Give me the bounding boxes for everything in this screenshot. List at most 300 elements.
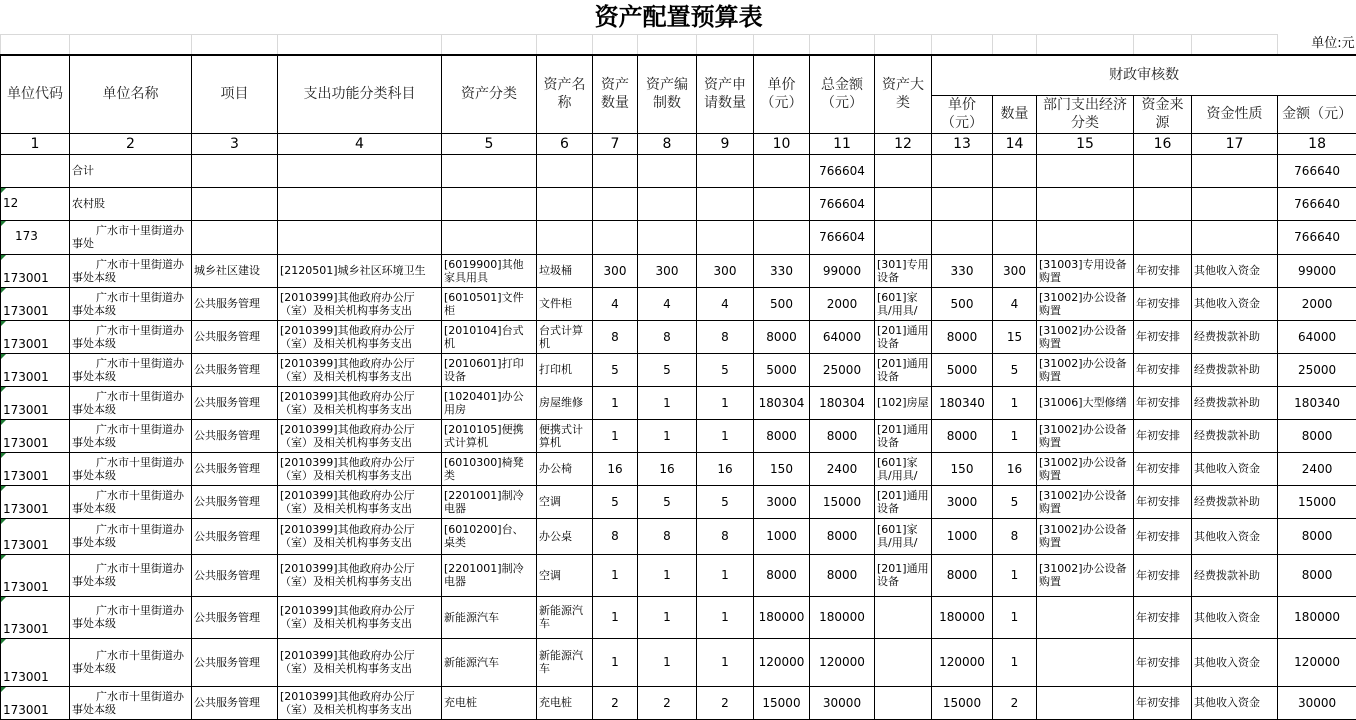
cell-func-class: [2010399]其他政府办公厅（室）及相关机构事务支出 bbox=[278, 485, 442, 518]
cell-fr-qty: 1 bbox=[993, 596, 1037, 638]
cell-total: 766604 bbox=[810, 154, 875, 187]
cell-asset-quota bbox=[638, 220, 697, 254]
cell-asset-apply: 4 bbox=[697, 287, 754, 320]
cell-fr-source: 年初安排 bbox=[1134, 320, 1192, 353]
header-project: 项目 bbox=[192, 55, 278, 133]
cell-unit-price: 180304 bbox=[754, 386, 810, 419]
cell-asset-name: 新能源汽车 bbox=[537, 638, 593, 686]
table-row bbox=[1, 220, 1356, 254]
cell-asset-qty: 1 bbox=[593, 554, 638, 596]
cell-fr-qty: 1 bbox=[993, 419, 1037, 452]
cell-asset-cat bbox=[875, 596, 932, 638]
cell-fr-nature bbox=[1192, 187, 1278, 220]
cell-unit-code-text: 173001 bbox=[3, 436, 49, 450]
cell-fr-qty: 2 bbox=[993, 686, 1037, 719]
cell-asset-quota: 2 bbox=[638, 686, 697, 719]
cell-asset-class: [6010300]椅凳类 bbox=[442, 452, 537, 485]
cell-asset-class: [2201001]制冷电器 bbox=[442, 554, 537, 596]
cell-asset-name: 房屋维修 bbox=[537, 386, 593, 419]
cell-unit-code-text: 173 bbox=[15, 229, 38, 243]
cell-comment-marker-icon bbox=[1, 354, 6, 359]
cell-fr-price: 180340 bbox=[932, 386, 993, 419]
cell-fr-econ: [31002]办公设备购置 bbox=[1037, 518, 1134, 554]
cell-total: 120000 bbox=[810, 638, 875, 686]
cell-func-class: [2010399]其他政府办公厅（室）及相关机构事务支出 bbox=[278, 419, 442, 452]
cell-asset-qty: 8 bbox=[593, 320, 638, 353]
cell-func-class: [2010399]其他政府办公厅（室）及相关机构事务支出 bbox=[278, 353, 442, 386]
cell-fr-nature: 经费拨款补助 bbox=[1192, 386, 1278, 419]
header-unit-code: 单位代码 bbox=[1, 55, 70, 133]
cell-asset-apply: 2 bbox=[697, 686, 754, 719]
cell-asset-qty bbox=[593, 154, 638, 187]
cell-fr-econ bbox=[1037, 596, 1134, 638]
cell-asset-name: 垃圾桶 bbox=[537, 254, 593, 287]
cell-unit-name: 合计 bbox=[70, 154, 192, 187]
cell-project: 公共服务管理 bbox=[192, 638, 278, 686]
cell-asset-apply: 8 bbox=[697, 320, 754, 353]
table-row bbox=[1, 518, 1356, 554]
unit-label: 单位:元 bbox=[1278, 35, 1356, 56]
cell-func-class: [2010399]其他政府办公厅（室）及相关机构事务支出 bbox=[278, 287, 442, 320]
cell-unit-price: 5000 bbox=[754, 353, 810, 386]
page-title: 资产配置预算表 bbox=[1, 0, 1356, 35]
cell-fr-econ: [31002]办公设备购置 bbox=[1037, 554, 1134, 596]
cell-func-class: [2010399]其他政府办公厅（室）及相关机构事务支出 bbox=[278, 686, 442, 719]
cell-asset-apply: 1 bbox=[697, 638, 754, 686]
cell-fr-source: 年初安排 bbox=[1134, 419, 1192, 452]
cell-asset-name: 空调 bbox=[537, 554, 593, 596]
cell-asset-qty bbox=[593, 187, 638, 220]
cell-fr-source: 年初安排 bbox=[1134, 353, 1192, 386]
cell-unit-price: 500 bbox=[754, 287, 810, 320]
cell-total: 2000 bbox=[810, 287, 875, 320]
cell-asset-cat bbox=[875, 154, 932, 187]
cell-unit-code bbox=[1, 320, 70, 353]
cell-unit-code bbox=[1, 452, 70, 485]
cell-fr-source bbox=[1134, 220, 1192, 254]
cell-total: 15000 bbox=[810, 485, 875, 518]
cell-unit-price: 8000 bbox=[754, 320, 810, 353]
cell-fr-price: 8000 bbox=[932, 419, 993, 452]
cell-fr-nature: 经费拨款补助 bbox=[1192, 419, 1278, 452]
table-row bbox=[1, 187, 1356, 220]
cell-fr-source: 年初安排 bbox=[1134, 485, 1192, 518]
cell-fr-amount: 8000 bbox=[1278, 554, 1356, 596]
cell-unit-code bbox=[1, 353, 70, 386]
cell-fr-nature: 其他收入资金 bbox=[1192, 518, 1278, 554]
cell-comment-marker-icon bbox=[1, 288, 6, 293]
cell-asset-name: 充电桩 bbox=[537, 686, 593, 719]
cell-unit-name: 广水市十里街道办事处本级 bbox=[70, 686, 192, 719]
cell-project bbox=[192, 187, 278, 220]
cell-fr-nature: 经费拨款补助 bbox=[1192, 353, 1278, 386]
cell-fr-econ bbox=[1037, 154, 1134, 187]
cell-fr-source bbox=[1134, 187, 1192, 220]
cell-asset-apply: 300 bbox=[697, 254, 754, 287]
cell-fr-source: 年初安排 bbox=[1134, 554, 1192, 596]
cell-fr-qty: 5 bbox=[993, 485, 1037, 518]
column-number: 17 bbox=[1192, 133, 1278, 154]
cell-func-class bbox=[278, 154, 442, 187]
cell-project: 公共服务管理 bbox=[192, 353, 278, 386]
cell-fr-qty: 8 bbox=[993, 518, 1037, 554]
cell-unit-price: 8000 bbox=[754, 554, 810, 596]
cell-asset-cat bbox=[875, 187, 932, 220]
cell-asset-quota bbox=[638, 187, 697, 220]
cell-fr-qty: 1 bbox=[993, 554, 1037, 596]
cell-fr-price: 8000 bbox=[932, 554, 993, 596]
cell-asset-cat: [201]通用设备 bbox=[875, 320, 932, 353]
column-number: 4 bbox=[278, 133, 442, 154]
cell-asset-quota: 16 bbox=[638, 452, 697, 485]
cell-fr-price: 8000 bbox=[932, 320, 993, 353]
cell-unit-code bbox=[1, 596, 70, 638]
cell-fr-econ bbox=[1037, 220, 1134, 254]
cell-asset-cat: [201]通用设备 bbox=[875, 353, 932, 386]
cell-asset-class: [2010105]便携式计算机 bbox=[442, 419, 537, 452]
cell-asset-class: 新能源汽车 bbox=[442, 596, 537, 638]
cell-asset-apply: 1 bbox=[697, 596, 754, 638]
column-number: 11 bbox=[810, 133, 875, 154]
cell-unit-price bbox=[754, 154, 810, 187]
cell-fr-source: 年初安排 bbox=[1134, 686, 1192, 719]
cell-fr-amount: 766640 bbox=[1278, 220, 1356, 254]
cell-unit-price: 15000 bbox=[754, 686, 810, 719]
cell-asset-name: 空调 bbox=[537, 485, 593, 518]
cell-asset-cat: [601]家具/用具/ bbox=[875, 518, 932, 554]
cell-unit-code-text: 173001 bbox=[3, 304, 49, 318]
cell-unit-name: 广水市十里街道办事处本级 bbox=[70, 254, 192, 287]
cell-fr-qty: 4 bbox=[993, 287, 1037, 320]
cell-project: 公共服务管理 bbox=[192, 686, 278, 719]
column-number: 13 bbox=[932, 133, 993, 154]
cell-fr-amount: 2000 bbox=[1278, 287, 1356, 320]
cell-project bbox=[192, 220, 278, 254]
cell-unit-name: 广水市十里街道办事处本级 bbox=[70, 554, 192, 596]
cell-unit-name: 广水市十里街道办事处本级 bbox=[70, 353, 192, 386]
cell-asset-qty: 8 bbox=[593, 518, 638, 554]
cell-asset-class: [2201001]制冷电器 bbox=[442, 485, 537, 518]
cell-func-class: [2010399]其他政府办公厅（室）及相关机构事务支出 bbox=[278, 554, 442, 596]
cell-unit-code bbox=[1, 254, 70, 287]
header-total: 总金额（元） bbox=[810, 55, 875, 133]
cell-fr-source: 年初安排 bbox=[1134, 386, 1192, 419]
header-asset-class: 资产分类 bbox=[442, 55, 537, 133]
cell-asset-cat: [601]家具/用具/ bbox=[875, 287, 932, 320]
cell-fr-nature: 其他收入资金 bbox=[1192, 287, 1278, 320]
cell-comment-marker-icon bbox=[1, 221, 6, 226]
cell-func-class bbox=[278, 220, 442, 254]
cell-unit-code-text: 12 bbox=[3, 196, 18, 210]
cell-total: 180304 bbox=[810, 386, 875, 419]
cell-unit-code-text: 173001 bbox=[3, 580, 49, 594]
column-number: 16 bbox=[1134, 133, 1192, 154]
cell-unit-price bbox=[754, 220, 810, 254]
cell-project: 城乡社区建设 bbox=[192, 254, 278, 287]
cell-asset-qty: 16 bbox=[593, 452, 638, 485]
cell-total: 8000 bbox=[810, 554, 875, 596]
header-asset-qty: 资产数量 bbox=[593, 55, 638, 133]
cell-asset-cat bbox=[875, 220, 932, 254]
cell-total: 2400 bbox=[810, 452, 875, 485]
cell-fr-econ: [31002]办公设备购置 bbox=[1037, 419, 1134, 452]
cell-asset-cat bbox=[875, 638, 932, 686]
cell-asset-name bbox=[537, 220, 593, 254]
column-number: 14 bbox=[993, 133, 1037, 154]
cell-fr-econ: [31006]大型修缮 bbox=[1037, 386, 1134, 419]
cell-unit-name: 农村股 bbox=[70, 187, 192, 220]
cell-project: 公共服务管理 bbox=[192, 554, 278, 596]
cell-asset-apply: 1 bbox=[697, 419, 754, 452]
header-fr-amount: 金额（元） bbox=[1278, 95, 1356, 133]
cell-fr-econ: [31002]办公设备购置 bbox=[1037, 485, 1134, 518]
cell-asset-name: 台式计算机 bbox=[537, 320, 593, 353]
cell-total: 99000 bbox=[810, 254, 875, 287]
cell-fr-amount: 766640 bbox=[1278, 187, 1356, 220]
cell-unit-name: 广水市十里街道办事处 bbox=[70, 220, 192, 254]
cell-func-class: [2010399]其他政府办公厅（室）及相关机构事务支出 bbox=[278, 596, 442, 638]
cell-total: 180000 bbox=[810, 596, 875, 638]
cell-unit-code bbox=[1, 386, 70, 419]
cell-comment-marker-icon bbox=[1, 519, 6, 524]
cell-asset-class: [6010200]台、桌类 bbox=[442, 518, 537, 554]
cell-asset-class: [1020401]办公用房 bbox=[442, 386, 537, 419]
header-fr-qty: 数量 bbox=[993, 95, 1037, 133]
cell-unit-code-text: 173001 bbox=[3, 469, 49, 483]
cell-comment-marker-icon bbox=[1, 420, 6, 425]
cell-fr-source: 年初安排 bbox=[1134, 254, 1192, 287]
table-row bbox=[1, 287, 1356, 320]
cell-fr-amount: 8000 bbox=[1278, 518, 1356, 554]
cell-unit-code-text: 173001 bbox=[3, 271, 49, 285]
cell-fr-price bbox=[932, 187, 993, 220]
column-number: 7 bbox=[593, 133, 638, 154]
header-fr-nature: 资金性质 bbox=[1192, 95, 1278, 133]
header-asset-name: 资产名称 bbox=[537, 55, 593, 133]
cell-asset-qty: 5 bbox=[593, 485, 638, 518]
cell-asset-quota: 1 bbox=[638, 419, 697, 452]
cell-asset-cat: [601]家具/用具/ bbox=[875, 452, 932, 485]
cell-fr-qty: 1 bbox=[993, 386, 1037, 419]
table-body bbox=[1, 154, 1356, 719]
cell-unit-price: 330 bbox=[754, 254, 810, 287]
cell-fr-econ: [31002]办公设备购置 bbox=[1037, 353, 1134, 386]
header-unit-name: 单位名称 bbox=[70, 55, 192, 133]
cell-fr-nature: 经费拨款补助 bbox=[1192, 554, 1278, 596]
cell-comment-marker-icon bbox=[1, 188, 6, 193]
cell-total: 30000 bbox=[810, 686, 875, 719]
cell-asset-quota: 1 bbox=[638, 386, 697, 419]
cell-fr-amount: 180000 bbox=[1278, 596, 1356, 638]
cell-fr-amount: 15000 bbox=[1278, 485, 1356, 518]
cell-asset-name: 新能源汽车 bbox=[537, 596, 593, 638]
cell-asset-cat: [102]房屋 bbox=[875, 386, 932, 419]
cell-total: 64000 bbox=[810, 320, 875, 353]
cell-unit-code-text: 173001 bbox=[3, 670, 49, 684]
cell-comment-marker-icon bbox=[1, 255, 6, 260]
cell-fr-qty: 15 bbox=[993, 320, 1037, 353]
cell-fr-price: 3000 bbox=[932, 485, 993, 518]
cell-project: 公共服务管理 bbox=[192, 386, 278, 419]
cell-unit-price: 120000 bbox=[754, 638, 810, 686]
cell-fr-nature: 其他收入资金 bbox=[1192, 254, 1278, 287]
cell-func-class: [2010399]其他政府办公厅（室）及相关机构事务支出 bbox=[278, 386, 442, 419]
cell-asset-apply: 5 bbox=[697, 353, 754, 386]
cell-asset-name: 办公椅 bbox=[537, 452, 593, 485]
cell-asset-quota: 300 bbox=[638, 254, 697, 287]
header-fr-source: 资金来源 bbox=[1134, 95, 1192, 133]
column-number: 10 bbox=[754, 133, 810, 154]
cell-project: 公共服务管理 bbox=[192, 419, 278, 452]
cell-comment-marker-icon bbox=[1, 321, 6, 326]
cell-asset-cat bbox=[875, 686, 932, 719]
cell-func-class: [2120501]城乡社区环境卫生 bbox=[278, 254, 442, 287]
cell-unit-code bbox=[1, 485, 70, 518]
column-number: 2 bbox=[70, 133, 192, 154]
cell-asset-class: [6010501]文件柜 bbox=[442, 287, 537, 320]
cell-asset-apply: 1 bbox=[697, 386, 754, 419]
cell-func-class bbox=[278, 187, 442, 220]
cell-fr-amount: 25000 bbox=[1278, 353, 1356, 386]
column-number: 18 bbox=[1278, 133, 1356, 154]
cell-comment-marker-icon bbox=[1, 687, 6, 692]
cell-unit-name: 广水市十里街道办事处本级 bbox=[70, 485, 192, 518]
cell-unit-code-text: 173001 bbox=[3, 337, 49, 351]
cell-fr-econ bbox=[1037, 187, 1134, 220]
cell-unit-name: 广水市十里街道办事处本级 bbox=[70, 518, 192, 554]
cell-fr-source: 年初安排 bbox=[1134, 596, 1192, 638]
cell-asset-name: 文件柜 bbox=[537, 287, 593, 320]
header-unit-price: 单价（元） bbox=[754, 55, 810, 133]
cell-asset-class: [2010104]台式机 bbox=[442, 320, 537, 353]
header-asset-apply: 资产申请数量 bbox=[697, 55, 754, 133]
cell-asset-quota: 1 bbox=[638, 554, 697, 596]
table-row bbox=[1, 419, 1356, 452]
cell-asset-apply bbox=[697, 154, 754, 187]
cell-unit-code bbox=[1, 638, 70, 686]
cell-asset-qty: 5 bbox=[593, 353, 638, 386]
cell-fr-price: 1000 bbox=[932, 518, 993, 554]
cell-fr-price: 5000 bbox=[932, 353, 993, 386]
cell-asset-apply: 16 bbox=[697, 452, 754, 485]
cell-asset-class: [2010601]打印设备 bbox=[442, 353, 537, 386]
cell-unit-price: 1000 bbox=[754, 518, 810, 554]
cell-func-class: [2010399]其他政府办公厅（室）及相关机构事务支出 bbox=[278, 638, 442, 686]
cell-unit-code bbox=[1, 187, 70, 220]
cell-unit-code bbox=[1, 518, 70, 554]
cell-unit-name: 广水市十里街道办事处本级 bbox=[70, 419, 192, 452]
cell-comment-marker-icon bbox=[1, 597, 6, 602]
cell-fr-nature: 其他收入资金 bbox=[1192, 638, 1278, 686]
cell-func-class: [2010399]其他政府办公厅（室）及相关机构事务支出 bbox=[278, 452, 442, 485]
cell-project: 公共服务管理 bbox=[192, 452, 278, 485]
cell-unit-code-text: 173001 bbox=[3, 622, 49, 636]
column-number: 6 bbox=[537, 133, 593, 154]
cell-project: 公共服务管理 bbox=[192, 596, 278, 638]
cell-total: 766604 bbox=[810, 187, 875, 220]
cell-unit-price: 180000 bbox=[754, 596, 810, 638]
cell-asset-name: 打印机 bbox=[537, 353, 593, 386]
header-fr-econ: 部门支出经济分类 bbox=[1037, 95, 1134, 133]
cell-project: 公共服务管理 bbox=[192, 287, 278, 320]
table-row bbox=[1, 320, 1356, 353]
cell-project: 公共服务管理 bbox=[192, 518, 278, 554]
cell-fr-amount: 64000 bbox=[1278, 320, 1356, 353]
cell-comment-marker-icon bbox=[1, 387, 6, 392]
cell-asset-qty: 1 bbox=[593, 596, 638, 638]
cell-fr-econ: [31002]办公设备购置 bbox=[1037, 452, 1134, 485]
cell-fr-source: 年初安排 bbox=[1134, 287, 1192, 320]
cell-asset-qty: 1 bbox=[593, 419, 638, 452]
cell-unit-code-text: 173001 bbox=[3, 502, 49, 516]
cell-asset-name: 办公桌 bbox=[537, 518, 593, 554]
cell-fr-qty bbox=[993, 154, 1037, 187]
cell-fr-qty: 1 bbox=[993, 638, 1037, 686]
cell-fr-nature: 经费拨款补助 bbox=[1192, 485, 1278, 518]
cell-fr-price: 150 bbox=[932, 452, 993, 485]
cell-fr-amount: 99000 bbox=[1278, 254, 1356, 287]
table-row bbox=[1, 554, 1356, 596]
cell-fr-amount: 2400 bbox=[1278, 452, 1356, 485]
table-row bbox=[1, 254, 1356, 287]
column-number: 1 bbox=[1, 133, 70, 154]
cell-unit-code bbox=[1, 287, 70, 320]
table-row bbox=[1, 154, 1356, 187]
cell-asset-quota: 5 bbox=[638, 353, 697, 386]
cell-fr-econ: [31002]办公设备购置 bbox=[1037, 287, 1134, 320]
cell-fr-nature bbox=[1192, 220, 1278, 254]
cell-comment-marker-icon bbox=[1, 555, 6, 560]
table-row bbox=[1, 596, 1356, 638]
cell-project: 公共服务管理 bbox=[192, 485, 278, 518]
column-number: 12 bbox=[875, 133, 932, 154]
cell-fr-amount: 766640 bbox=[1278, 154, 1356, 187]
cell-asset-qty: 4 bbox=[593, 287, 638, 320]
cell-fr-econ bbox=[1037, 686, 1134, 719]
cell-comment-marker-icon bbox=[1, 486, 6, 491]
cell-unit-code-text: 173001 bbox=[3, 703, 49, 717]
header-asset-quota: 资产编制数 bbox=[638, 55, 697, 133]
cell-asset-qty: 1 bbox=[593, 638, 638, 686]
cell-total: 8000 bbox=[810, 419, 875, 452]
cell-fr-nature: 其他收入资金 bbox=[1192, 596, 1278, 638]
cell-fr-amount: 180340 bbox=[1278, 386, 1356, 419]
cell-unit-code bbox=[1, 686, 70, 719]
table-row bbox=[1, 386, 1356, 419]
cell-asset-apply bbox=[697, 220, 754, 254]
cell-unit-price: 8000 bbox=[754, 419, 810, 452]
cell-fr-nature: 其他收入资金 bbox=[1192, 452, 1278, 485]
cell-asset-apply bbox=[697, 187, 754, 220]
cell-asset-class bbox=[442, 187, 537, 220]
cell-total: 8000 bbox=[810, 518, 875, 554]
cell-fr-econ: [31002]办公设备购置 bbox=[1037, 320, 1134, 353]
cell-asset-name bbox=[537, 187, 593, 220]
cell-fr-qty bbox=[993, 187, 1037, 220]
cell-asset-class: 新能源汽车 bbox=[442, 638, 537, 686]
cell-unit-name: 广水市十里街道办事处本级 bbox=[70, 452, 192, 485]
cell-unit-name: 广水市十里街道办事处本级 bbox=[70, 386, 192, 419]
cell-project bbox=[192, 154, 278, 187]
header-fr-price: 单价（元） bbox=[932, 95, 993, 133]
cell-unit-price bbox=[754, 187, 810, 220]
cell-asset-apply: 5 bbox=[697, 485, 754, 518]
cell-fr-source: 年初安排 bbox=[1134, 452, 1192, 485]
table-row bbox=[1, 686, 1356, 719]
cell-fr-price: 120000 bbox=[932, 638, 993, 686]
header-finance-review: 财政审核数 bbox=[932, 55, 1356, 95]
cell-fr-econ bbox=[1037, 638, 1134, 686]
